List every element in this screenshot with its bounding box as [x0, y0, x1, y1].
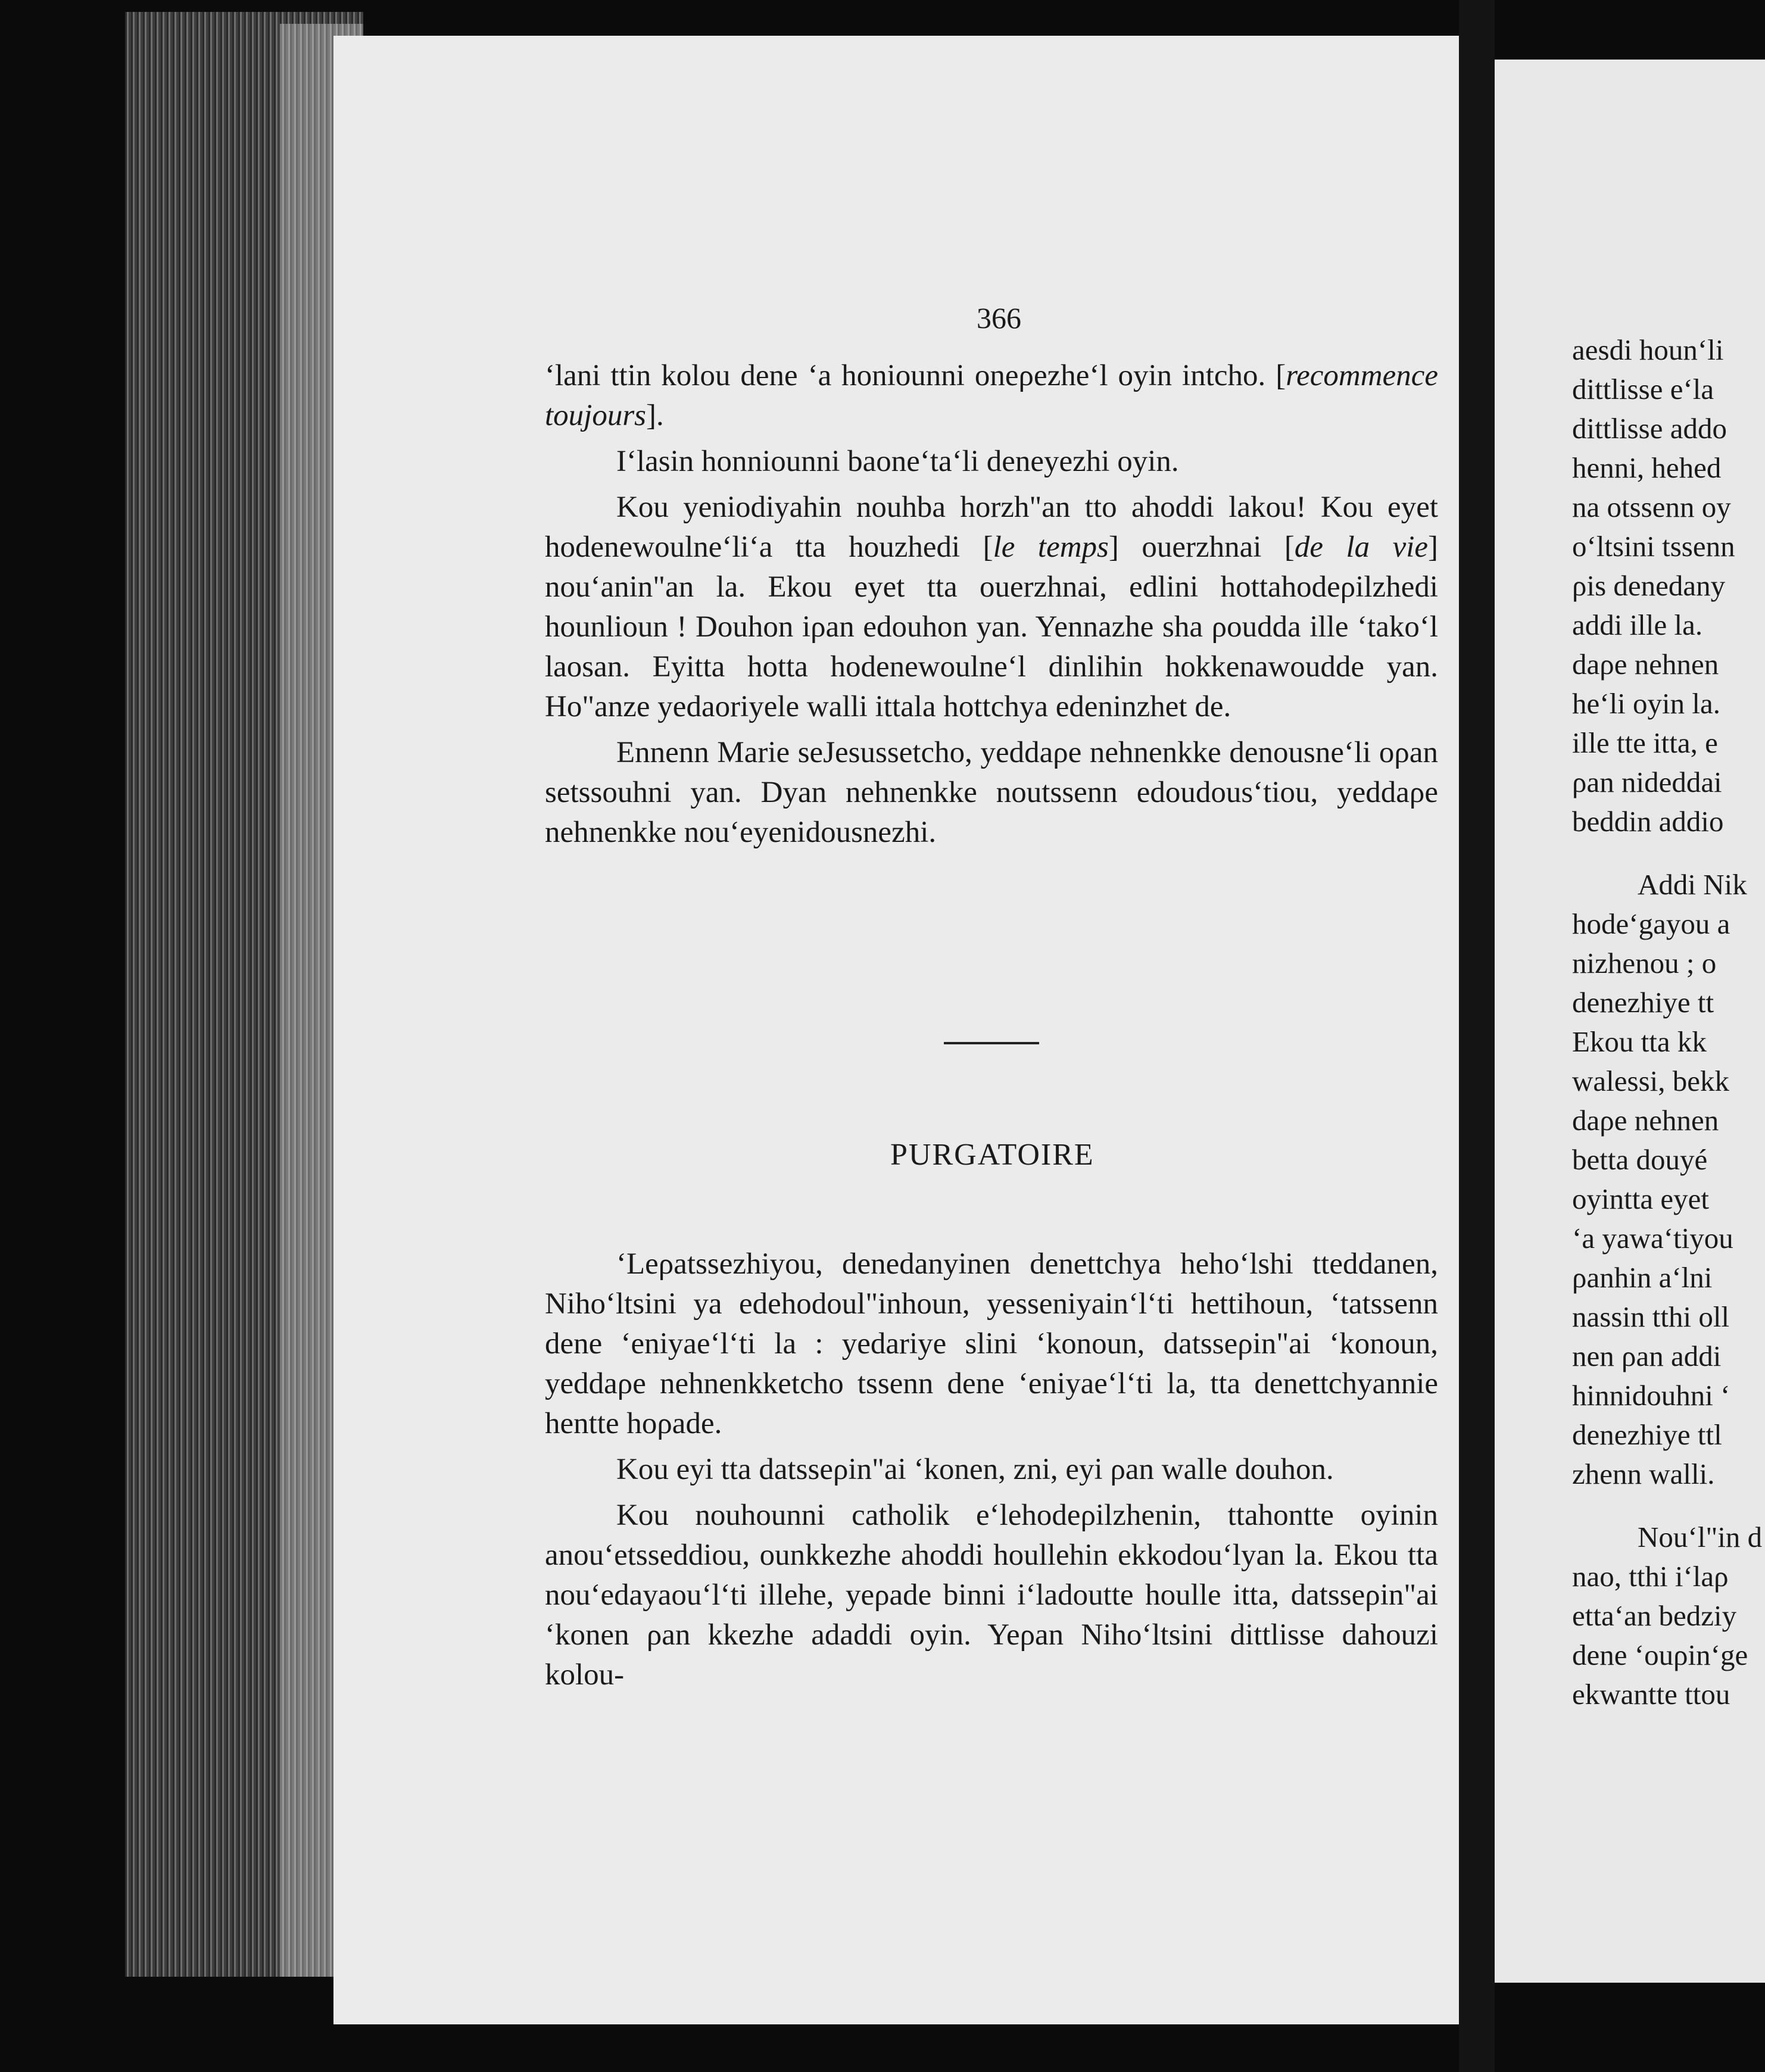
- line: betta douyé: [1572, 1143, 1708, 1176]
- line: ‘a yawa‘tiyou: [1572, 1222, 1733, 1255]
- text-block-top: [545, 356, 1438, 859]
- paragraph: Kou eyi tta datsseρin"ai ‘konen, zni, eyi ρan walle douhon.: [616, 1453, 1334, 1486]
- text-run: ].: [646, 399, 664, 432]
- line: zhenn walli.: [1572, 1458, 1715, 1490]
- section-divider-rule: [944, 1042, 1039, 1044]
- line: henni, hehed: [1572, 451, 1722, 484]
- italic-run: le temps: [993, 531, 1109, 564]
- text-run: ] nou‘anin"an la. Ekou eyet tta ouerzhnai, edlini hottahodeρilzhedi hounlioun ! Douhon iρan edouhon yan. Yennazhe sha ρoudda ille ‘tako‘l laosan. Eyitta hotta hodenewoulne‘l dinlihin hokkenawoudde yan. Ho"anze yedaoriyele walli ittala hottchya edeninzhet de.: [545, 531, 1438, 723]
- section-title: PURGATOIRE: [890, 1138, 1094, 1172]
- line: walessi, bekk: [1572, 1065, 1729, 1097]
- paragraph: [545, 488, 1438, 727]
- paragraph-gap: [1572, 841, 1765, 865]
- text-run: Kou yeniodiyahin nouhba horzh"an tto ahoddi lakou! Kou eyet hodenewoulne‘li‘a tta houzhedi [: [545, 491, 1438, 564]
- line: dittlisse addo: [1572, 412, 1727, 445]
- line: o‘ltsini tssenn: [1572, 530, 1735, 563]
- paragraph: I‘lasin honniounni baone‘ta‘li deneyezhi oyin.: [616, 445, 1179, 478]
- left-page: [333, 36, 1495, 2024]
- line: ρanhin a‘lni: [1572, 1261, 1713, 1294]
- line: nizhenou ; o: [1572, 947, 1717, 979]
- line: beddin addio: [1572, 805, 1724, 838]
- text-block-bottom: [545, 1244, 1438, 1701]
- line: hinnidouhni ‘: [1572, 1379, 1730, 1412]
- text-run: ‘lani ttin kolou dene ‘a honiounni oneρezhe‘l oyin intcho. [: [545, 359, 1286, 392]
- line: nen ρan addi: [1572, 1340, 1722, 1372]
- line: ille tte itta, e: [1572, 726, 1718, 759]
- text-run: ] ouerzhnai [: [1108, 531, 1295, 564]
- page-number: 366: [977, 301, 1021, 335]
- line: denezhiye ttl: [1572, 1418, 1722, 1451]
- line: daρe nehnen: [1572, 1104, 1719, 1137]
- line: ρan nideddai: [1572, 766, 1722, 798]
- line: Ekou tta kk: [1572, 1025, 1707, 1058]
- line: nassin tthi oll: [1572, 1300, 1730, 1333]
- line: ρis denedany: [1572, 569, 1726, 602]
- line: addi ille la.: [1572, 609, 1703, 641]
- paragraph-gap: [1572, 1494, 1765, 1518]
- line: na otssenn oy: [1572, 491, 1731, 523]
- line: dene ‘ouρin‘ge: [1572, 1639, 1748, 1671]
- book-gutter: [1459, 0, 1495, 2072]
- paragraph: Ennenn Marie seJesussetcho, yeddaρe nehnenkke denousne‘li oρan setssouhni yan. Dyan nehnenkke noutssenn edoudous‘tiou, yeddaρe nehnenkke nou‘eyenidousnezhi.: [545, 736, 1438, 849]
- italic-run: recommence toujours: [545, 359, 1438, 432]
- line: denezhiye tt: [1572, 986, 1714, 1019]
- paragraph: Kou nouhounni catholik e‘lehodeρilzhenin, ttahontte oyinin anou‘etsseddiou, ounkkezhe ahoddi houllehin ekkodou‘lyan la. Ekou tta nou‘edayaou‘l‘ti illehe, yeρade binni i‘ladoutte houlle itta, datsseρin"ai ‘konen ρan kkezhe adaddi oyin. Yeρan Niho‘ltsini dittlisse dahouzi kolou-: [545, 1499, 1438, 1692]
- line: oyintta eyet: [1572, 1182, 1709, 1215]
- line: he‘li oyin la.: [1572, 687, 1721, 720]
- line: etta‘an bedziy: [1572, 1599, 1737, 1632]
- line: hode‘gayou a: [1572, 907, 1730, 940]
- paragraph: ‘Leρatssezhiyou, denedanyinen denettchya heho‘lshi tteddanen, Niho‘ltsini ya edehodoul"inhoun, yesseniyain‘l‘ti hettihoun, ‘tatssenn dene ‘eniyae‘l‘ti la : yedariye slini ‘konoun, datsseρin"ai ‘konoun, yeddaρe nehnenkketcho tssenn dene ‘eniyae‘l‘ti la, tta denettchyannie hentte hoρade.: [545, 1247, 1438, 1440]
- line: dittlisse e‘la: [1572, 373, 1714, 405]
- line: aesdi houn‘li: [1572, 333, 1724, 366]
- line: Nou‘l"in d: [1638, 1521, 1763, 1553]
- italic-run: de la vie: [1294, 531, 1429, 564]
- line: ekwantte ttou: [1572, 1678, 1730, 1711]
- right-page-text: [1572, 330, 1765, 1714]
- line: Addi Nik: [1638, 868, 1747, 901]
- line: daρe nehnen: [1572, 648, 1719, 681]
- line: nao, tthi i‘laρ: [1572, 1560, 1729, 1593]
- paragraph: [545, 356, 1438, 436]
